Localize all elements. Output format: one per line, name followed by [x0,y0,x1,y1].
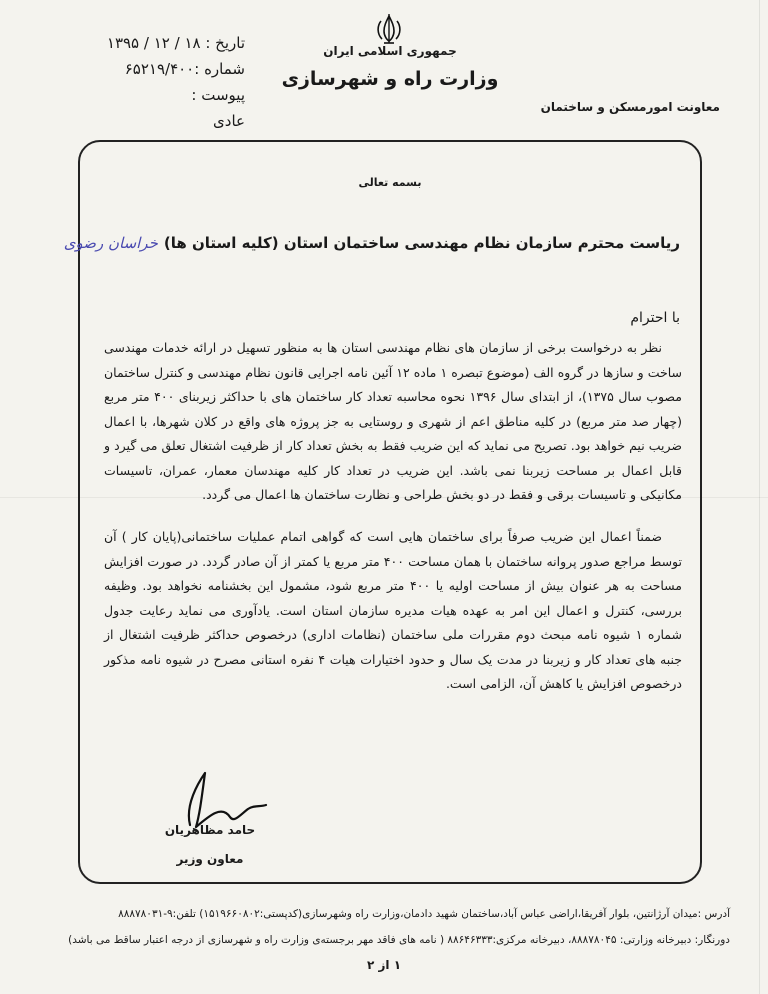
besm-heading: بسمه تعالی [358,176,422,189]
classification-line: عادی [213,112,245,130]
number-line: شماره :۶۵۲۱۹/۴۰۰ [124,60,245,78]
date-line: تاریخ : ۱۸ / ۱۲ / ۱۳۹۵ [106,34,245,52]
signer-title: معاون وزیر [176,852,244,866]
deputy-title: معاونت امورمسکن و ساختمان [540,100,720,114]
page-number: ۱ از ۲ [366,958,402,972]
greeting: با احترام [630,310,680,326]
signer-name: حامد مظاهریان [164,823,256,837]
addressee-text: ریاست محترم سازمان نظام مهندسی ساختمان استان (کلیه استان ها) [163,234,680,252]
paper-edge-line [759,0,760,994]
paragraph-2: ضمناً اعمال این ضریب صرفاً برای ساختمان هایی است که گواهی اتمام عملیات ساختمانی(پایان کار ) آن توسط مراجع صدور پروانه ساختمان با همان مساحت ۴۰۰ متر مربع یا کمتر از آن صادر گردد. در صورت افزایش مساحت به هر عنوان بیش از مساحت اولیه یا ۴۰۰ متر مربع شود، مشمول این بخشنامه نخواهد بود. وظیفه بررسی، کنترل و اعمال این امر به عهده هیات مدیره سازمان استان است. یادآوری می نماید رعایت جدول شماره ۱ شیوه نامه مبحث دوم مقررات ملی ساختمان (نظامات اداری) درخصوص حداکثر ظرفیت اشتغال از جنبه های تعداد کار و زیربنا در مدت یک سال و حدود اختیارات هیات ۴ نفره استانی مصرح در شیوه نامه مذکور درخصوص افزایش یا کاهش آن، الزامی است. [104,529,683,691]
footer-fax: دورنگار: دبیرخانه وزارتی: ۸۸۸۷۸۰۴۵، دبیرخانه مرکزی:۸۸۶۴۶۳۳۳ ( نامه های فاقد مهر برجسته‌ی وزارت راه و شهرسازی از درجه اعتبار ساقط می باشد) [68,934,730,946]
footer-address: آدرس :میدان آرژانتین، بلوار آفریقا،اراضی عباس آباد،ساختمان شهید دادمان،وزارت راه وشهرسازی(کدپستی:۱۵۱۹۶۶۰۸۰۲) تلفن:۹-۸۸۸۷۸۰۳۱ [118,908,730,920]
attachment-line: پیوست : [191,86,245,104]
handwritten-note: خراسان رضوی [63,234,158,252]
iran-emblem-icon [372,12,406,46]
addressee-line [63,234,680,252]
ministry-title: وزارت راه و شهرسازی [281,68,499,90]
paragraph-1: نظر به درخواست برخی از سازمان های نظام مهندسی استان ها به منظور تسهیل در ارائه خدمات مهندسی ساخت و سازها در گروه الف (موضوع تبصره ۱ ماده ۱۲ آئین نامه اجرایی قانون نظام مهندسی و کنترل ساختمان مصوب سال ۱۳۷۵)، از ابتدای سال ۱۳۹۶ نحوه محاسبه تعداد کار ساختمان های با حداکثر زیربنای ۴۰۰ متر مربع (چهار صد متر مربع) در کلیه مناطق اعم از شهری و روستایی به جز پروژه های واقع در کلان شهرها، با اعمال ضریب نیم خواهد بود. تصریح می نماید که این ضریب فقط به بخش تعداد کار از ظرفیت اشتغال تعلق می گیرد و قابل اعمال بر مساحت زیربنا نمی باشد. این ضریب در تعداد کار کلیه مهندسان معمار، عمران، تاسیسات مکانیکی و تاسیسات برقی و فقط در دو بخش طراحی و نظارت ساختمان ها اعمال می گردد. [104,340,682,502]
republic-title: جمهوری اسلامی ایران [323,44,457,58]
letter-meta [95,30,245,134]
